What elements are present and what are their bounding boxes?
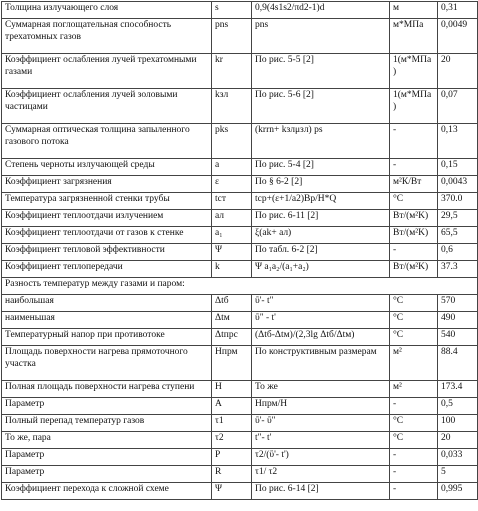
table-row (2, 329, 478, 346)
parameter-symbol: Ψ (212, 483, 252, 500)
table-row (2, 210, 478, 227)
parameter-symbol: A (212, 398, 252, 415)
parameter-formula: Ψ a₁a₂/(a₁+a₂) (252, 261, 390, 278)
parameter-name: Степень черноты излучающей среды (2, 159, 212, 176)
parameter-name: Толщина излучающего слоя (2, 2, 212, 19)
parameter-value: 88.4 (438, 346, 478, 381)
parameter-name: Полная площадь поверхности нагрева ступени (2, 381, 212, 398)
parameter-name: Коэффициент перехода к сложной схеме (2, 483, 212, 500)
parameter-value: 540 (438, 329, 478, 346)
parameter-symbol: pns (212, 19, 252, 54)
calculation-table (1, 1, 478, 500)
parameter-formula: ΰ" - t' (252, 312, 390, 329)
parameter-name: Параметр (2, 398, 212, 415)
parameter-unit: м² (390, 346, 438, 381)
parameter-unit: - (390, 449, 438, 466)
table-row (2, 261, 478, 278)
parameter-symbol: P (212, 449, 252, 466)
table-row (2, 124, 478, 159)
parameter-value: 0,13 (438, 124, 478, 159)
table-row (2, 193, 478, 210)
parameter-unit: м (390, 2, 438, 19)
table-row (2, 295, 478, 312)
parameter-value: 0,033 (438, 449, 478, 466)
parameter-value: 0,31 (438, 2, 478, 19)
table-section-row (2, 278, 478, 295)
parameter-symbol: aл (212, 210, 252, 227)
parameter-formula: По рис. 5-5 [2] (252, 54, 390, 89)
parameter-value: 0,0049 (438, 19, 478, 54)
parameter-name: Коэффициент ослабления лучей золовыми частицами (2, 89, 212, 124)
parameter-unit: - (390, 159, 438, 176)
table-row (2, 89, 478, 124)
parameter-value: 0,07 (438, 89, 478, 124)
parameter-unit: Вт/(м²K) (390, 261, 438, 278)
parameter-value: 0,5 (438, 398, 478, 415)
table-row (2, 19, 478, 54)
parameter-value: 20 (438, 432, 478, 449)
parameter-unit: м² (390, 381, 438, 398)
parameter-value: 570 (438, 295, 478, 312)
parameter-symbol: R (212, 466, 252, 483)
parameter-formula: ΰ'- ΰ" (252, 415, 390, 432)
table-row (2, 449, 478, 466)
parameter-symbol: τ2 (212, 432, 252, 449)
parameter-name: Коэффициент загрязнения (2, 176, 212, 193)
parameter-formula: По рис. 5-6 [2] (252, 89, 390, 124)
table-row (2, 346, 478, 381)
parameter-name: Коэффициент тепловой эффективности (2, 244, 212, 261)
parameter-name: наименьшая (2, 312, 212, 329)
table-row (2, 432, 478, 449)
parameter-formula: По рис. 6-11 [2] (252, 210, 390, 227)
parameter-value: 20 (438, 54, 478, 89)
parameter-unit: °C (390, 432, 438, 449)
parameter-symbol: a₁ (212, 227, 252, 244)
parameter-value: 29,5 (438, 210, 478, 227)
parameter-name: Коэффициент теплоотдачи излучением (2, 210, 212, 227)
parameter-symbol: τ1 (212, 415, 252, 432)
parameter-value: 65,5 (438, 227, 478, 244)
parameter-unit: °C (390, 295, 438, 312)
parameter-value: 0,995 (438, 483, 478, 500)
parameter-name: Коэффициент теплоотдачи от газов к стенке (2, 227, 212, 244)
parameter-name: наибольшая (2, 295, 212, 312)
table-row (2, 159, 478, 176)
parameter-symbol: Δtб (212, 295, 252, 312)
parameter-unit: Вт/(м²K) (390, 227, 438, 244)
parameter-name: Температура загрязненной стенки трубы (2, 193, 212, 210)
parameter-symbol: kr (212, 54, 252, 89)
parameter-formula: 0,9(4s1s2/πd2-1)d (252, 2, 390, 19)
parameter-formula: По табл. 6-2 [2] (252, 244, 390, 261)
parameter-value: 370.0 (438, 193, 478, 210)
parameter-value: 490 (438, 312, 478, 329)
parameter-formula: По рис. 6-14 [2] (252, 483, 390, 500)
parameter-formula: t"- t' (252, 432, 390, 449)
parameter-symbol: s (212, 2, 252, 19)
parameter-value: 0,6 (438, 244, 478, 261)
parameter-symbol: ε (212, 176, 252, 193)
parameter-unit: Вт/(м²K) (390, 210, 438, 227)
table-row (2, 466, 478, 483)
parameter-formula: (Δtб-Δtм)/(2,3lg Δtб/Δtм) (252, 329, 390, 346)
parameter-formula: ξ(ak+ aл) (252, 227, 390, 244)
parameter-name: Коэффициент ослабления лучей трехатомными газами (2, 54, 212, 89)
parameter-unit: м²К/Вт (390, 176, 438, 193)
parameter-unit: °C (390, 415, 438, 432)
parameter-unit: °C (390, 329, 438, 346)
parameter-unit: - (390, 124, 438, 159)
table-row (2, 227, 478, 244)
parameter-symbol: H (212, 381, 252, 398)
parameter-unit: °C (390, 193, 438, 210)
table-row (2, 398, 478, 415)
calculation-table-body (2, 2, 478, 500)
parameter-value: 100 (438, 415, 478, 432)
parameter-value: 37.3 (438, 261, 478, 278)
table-row (2, 312, 478, 329)
parameter-formula: τ1/ τ2 (252, 466, 390, 483)
parameter-name: Коэффициент теплопередачи (2, 261, 212, 278)
parameter-unit: - (390, 244, 438, 261)
parameter-name: Суммарная оптическая толщина запыленного газового потока (2, 124, 212, 159)
parameter-value: 5 (438, 466, 478, 483)
parameter-formula: То же (252, 381, 390, 398)
parameter-symbol: Hпрм (212, 346, 252, 381)
parameter-unit: 1(м*МПа) (390, 54, 438, 89)
parameter-formula: pns (252, 19, 390, 54)
parameter-name: Параметр (2, 449, 212, 466)
parameter-symbol: Δtм (212, 312, 252, 329)
parameter-formula: ΰ'- t" (252, 295, 390, 312)
table-row (2, 381, 478, 398)
parameter-name: Суммарная поглощательная способность трехатомных газов (2, 19, 212, 54)
table-row (2, 2, 478, 19)
parameter-symbol: a (212, 159, 252, 176)
table-row (2, 415, 478, 432)
parameter-name: Площадь поверхности нагрева прямоточного участка (2, 346, 212, 381)
parameter-unit: - (390, 398, 438, 415)
parameter-formula: По § 6-2 [2] (252, 176, 390, 193)
parameter-formula: Hпрм/H (252, 398, 390, 415)
parameter-value: 173.4 (438, 381, 478, 398)
parameter-unit: м*МПа (390, 19, 438, 54)
parameter-name: Температурный напор при противотоке (2, 329, 212, 346)
parameter-formula: τ2/(ΰ'- t') (252, 449, 390, 466)
parameter-unit: 1(м*МПа) (390, 89, 438, 124)
section-heading: Разность температур между газами и паром: (2, 278, 478, 295)
table-row (2, 244, 478, 261)
parameter-name: То же, пара (2, 432, 212, 449)
parameter-formula: По конструктивным размерам (252, 346, 390, 381)
parameter-name: Параметр (2, 466, 212, 483)
parameter-symbol: Ψ (212, 244, 252, 261)
table-row (2, 54, 478, 89)
parameter-symbol: Δtпрс (212, 329, 252, 346)
parameter-unit: - (390, 466, 438, 483)
parameter-unit: - (390, 483, 438, 500)
parameter-value: 0,0043 (438, 176, 478, 193)
parameter-formula: По рис. 5-4 [2] (252, 159, 390, 176)
parameter-symbol: tcт (212, 193, 252, 210)
table-row (2, 483, 478, 500)
parameter-unit: °C (390, 312, 438, 329)
parameter-name: Полный перепад температур газов (2, 415, 212, 432)
parameter-symbol: pks (212, 124, 252, 159)
parameter-formula: tcp+(ε+1/a2)Bp/H*Q (252, 193, 390, 210)
table-row (2, 176, 478, 193)
parameter-formula: (krrn+ kзлμзл) ps (252, 124, 390, 159)
parameter-symbol: kзл (212, 89, 252, 124)
parameter-value: 0,15 (438, 159, 478, 176)
parameter-symbol: k (212, 261, 252, 278)
